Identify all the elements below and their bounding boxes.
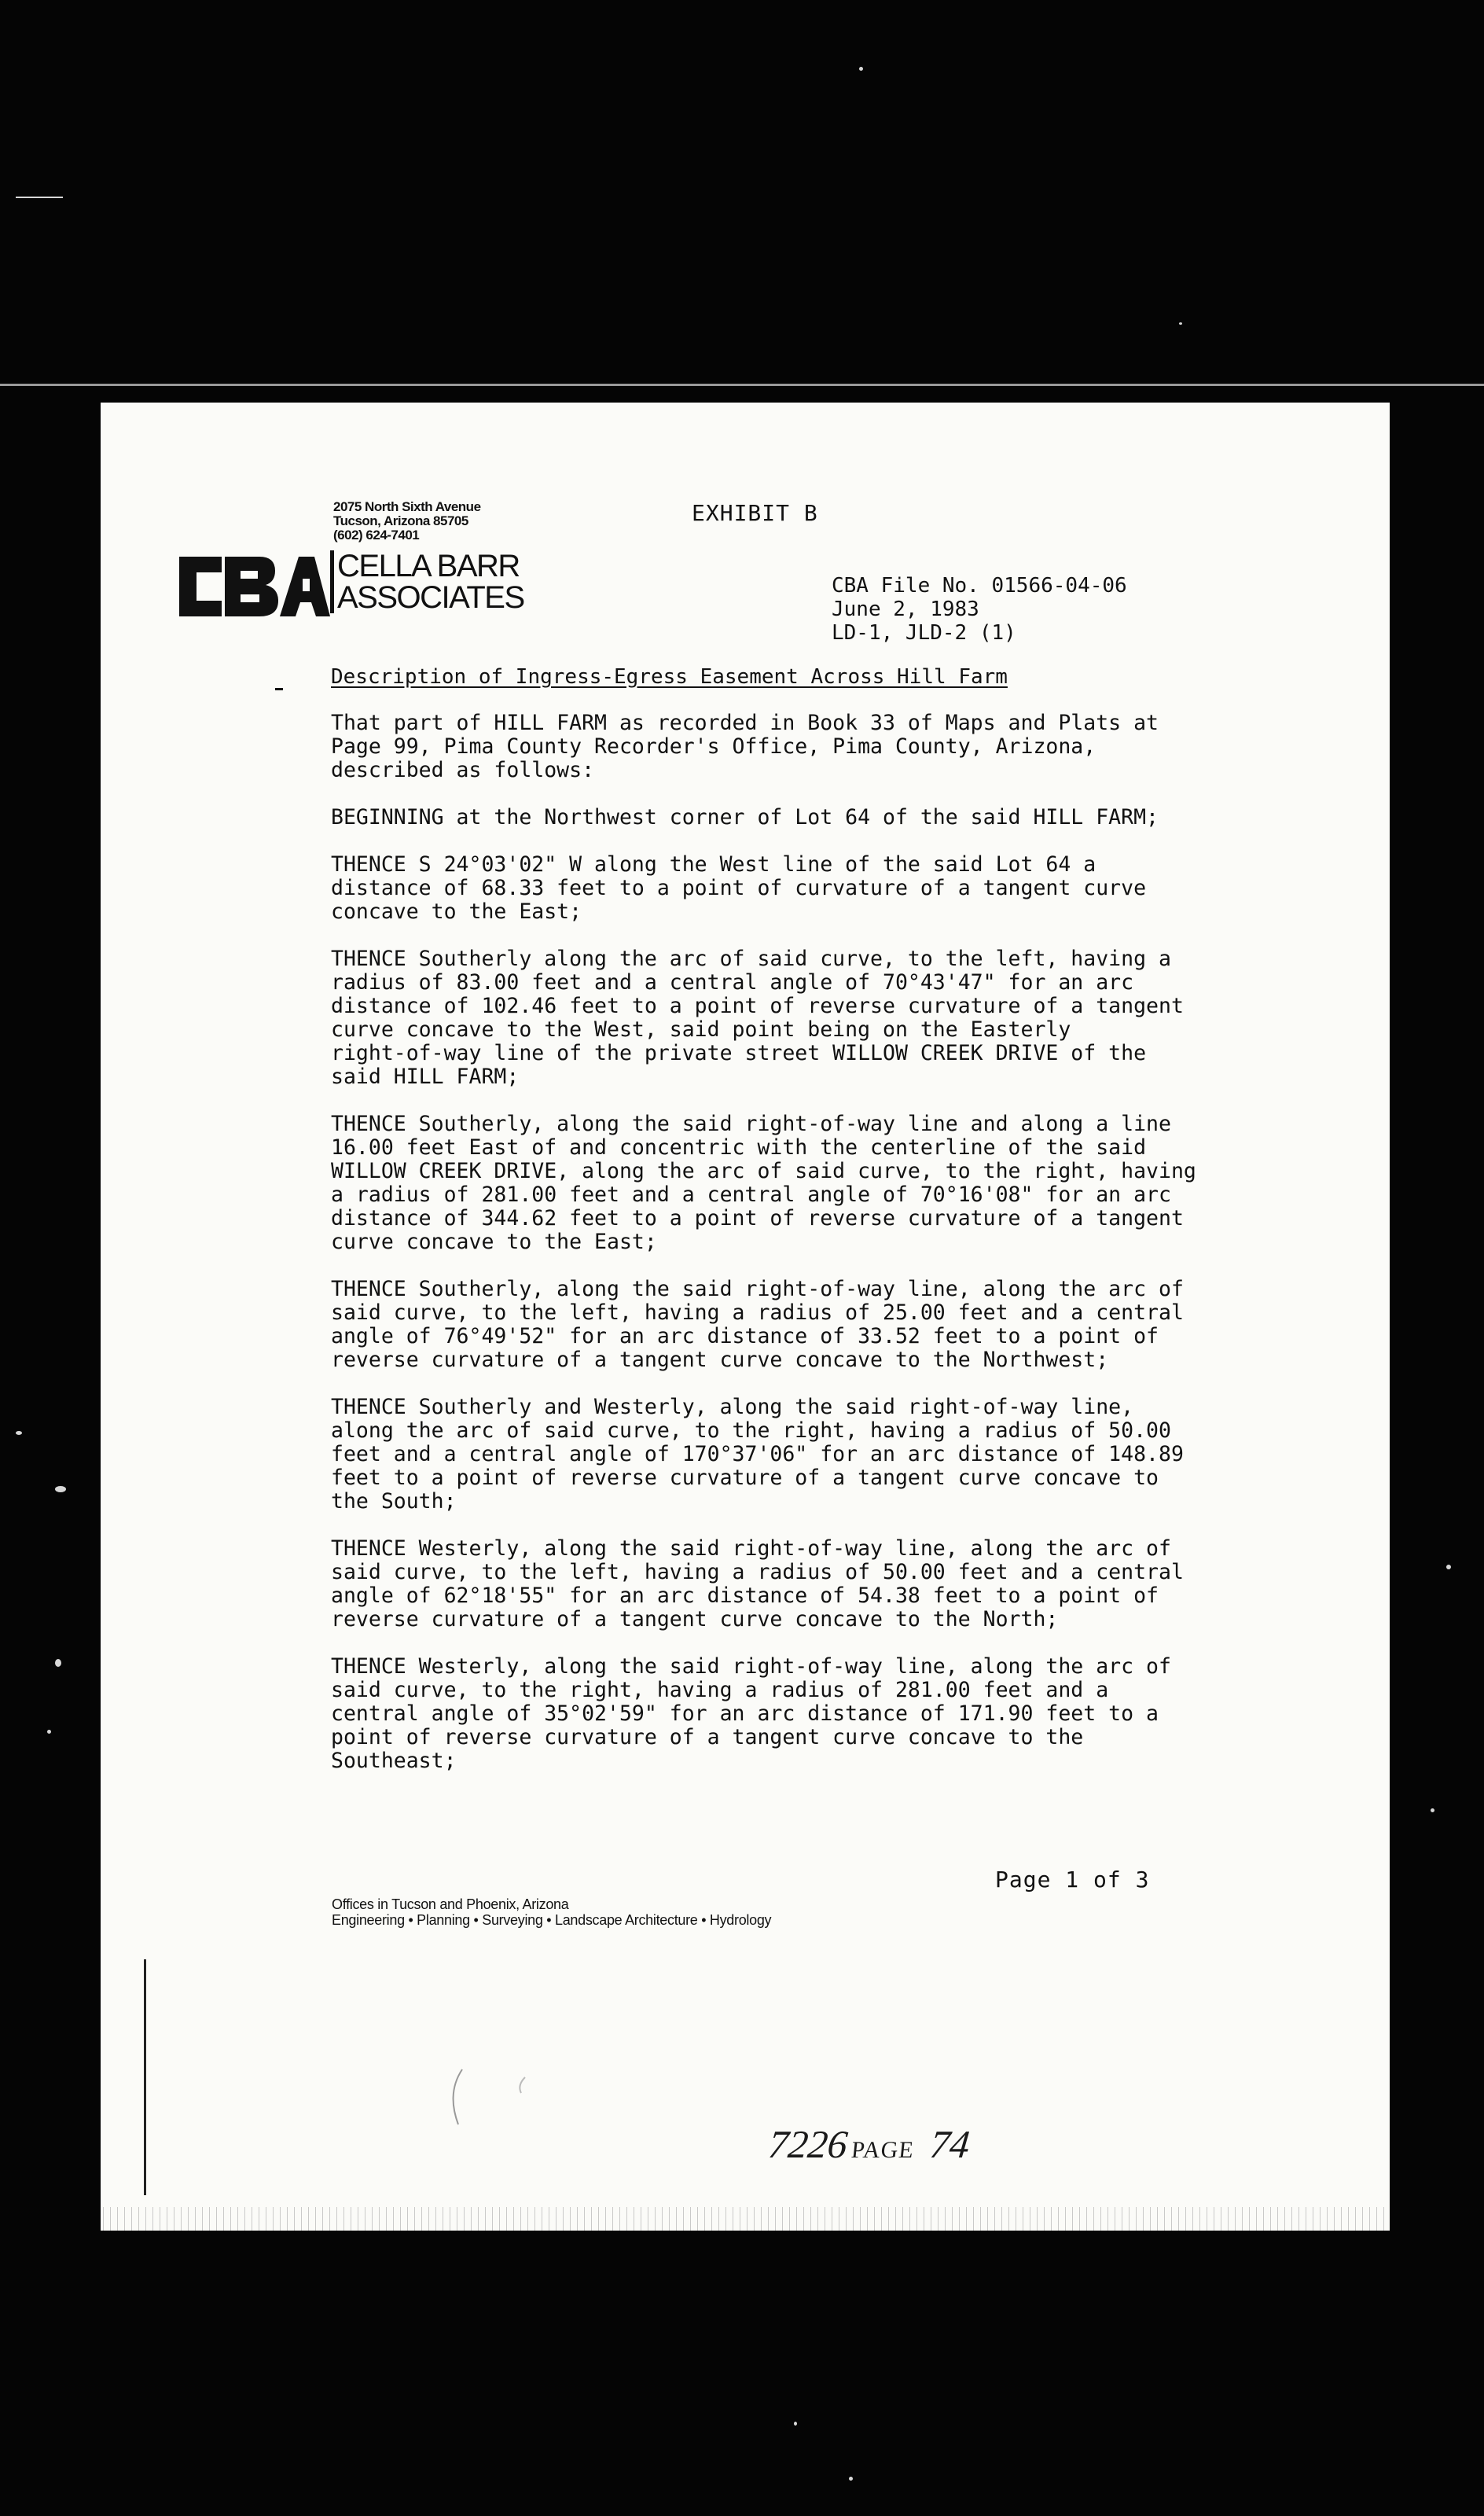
paragraph: That part of HILL FARM as recorded in Book 33 of Maps and Plats at Page 99, Pima County Recorder's Office, Pima County, Arizona, described as follows: xyxy=(331,711,1159,782)
scan-speck xyxy=(55,1659,61,1667)
scan-edge-line xyxy=(0,384,1484,386)
file-reference: LD-1, JLD-2 (1) xyxy=(832,621,1016,645)
scan-speck xyxy=(1446,1565,1451,1569)
scan-speck xyxy=(859,67,863,71)
paragraph: THENCE Southerly and Westerly, along the said right-of-way line, along the arc of said curve, to the right, having a radius of 50.00 feet and a central angle of 170°37'06" for an arc distance of 148.89 feet to a point of reverse curvature of a tangent curve concave to the South; xyxy=(331,1395,1184,1514)
footer-offices: Offices in Tucson and Phoenix, Arizona xyxy=(332,1896,569,1912)
document-title: Description of Ingress-Egress Easement Across Hill Farm xyxy=(331,665,1008,689)
scan-speck xyxy=(55,1486,66,1492)
document-page xyxy=(101,403,1390,2231)
address-city: Tucson, Arizona 85705 xyxy=(333,513,468,528)
document-date: June 2, 1983 xyxy=(832,598,979,621)
paragraph: THENCE S 24°03'02" W along the West line of the said Lot 64 a distance of 68.33 feet to a point of curvature of a tangent curve concave to the East; xyxy=(331,852,1147,924)
margin-dash xyxy=(275,688,283,690)
pen-mark xyxy=(439,2062,533,2132)
address-street: 2075 North Sixth Avenue xyxy=(333,499,481,514)
file-number: CBA File No. 01566-04-06 xyxy=(832,574,1127,598)
footer-services: Engineering • Planning • Surveying • Landscape Architecture • Hydrology xyxy=(332,1912,772,1928)
scan-speck xyxy=(16,197,63,198)
scan-speck xyxy=(16,1431,22,1435)
paragraph: THENCE Westerly, along the said right-of-way line, along the arc of said curve, to the left, having a radius of 50.00 feet and a central angle of 62°18'55" for an arc distance of 54.38 feet to a point of reverse curvature of a tangent curve concave to the North; xyxy=(331,1536,1184,1631)
paragraph: THENCE Southerly, along the said right-of-way line, along the arc of said curve, to the left, having a radius of 25.00 feet and a central angle of 76°49'52" for an arc distance of 33.52 feet to a point of reverse curvature of a tangent curve concave to the Northwest; xyxy=(331,1277,1184,1372)
page-number: Page 1 of 3 xyxy=(995,1867,1150,1893)
footer xyxy=(332,1896,771,1928)
exhibit-label: EXHIBIT B xyxy=(692,500,818,526)
scan-speck xyxy=(794,2422,797,2426)
page-label: PAGE xyxy=(850,2137,916,2163)
book-number: 7226 xyxy=(766,2122,850,2166)
legal-description xyxy=(331,712,1298,1797)
paragraph: THENCE Southerly, along the said right-of-way line and along a line 16.00 feet East of and concentric with the centerline of the said WILLOW CREEK DRIVE, along the arc of said curve, to the right, having a radius of 281.00 feet and a central angle of 70°16'08" for an arc distance of 344.62 feet to a point of reverse curvature of a tangent curve concave to the East; xyxy=(331,1112,1196,1254)
paragraph: THENCE Southerly along the arc of said curve, to the left, having a radius of 83.00 feet and a central angle of 70°43'47" for an arc distance of 102.46 feet to a point of reverse curvature of a tangent curve concave to the West, said point being on the Easterly right-of-way line of the private street WILLOW CREEK DRIVE of the said HILL FARM; xyxy=(331,947,1184,1089)
paragraph: BEGINNING at the Northwest corner of Lot 64 of the said HILL FARM; xyxy=(331,805,1159,829)
file-info xyxy=(832,574,1127,645)
scan-speck xyxy=(849,2477,853,2481)
company-name-line1: CELLA BARR xyxy=(337,549,520,583)
book-page-number: 74 xyxy=(928,2122,972,2166)
scan-speck xyxy=(1179,322,1182,325)
company-name xyxy=(330,550,524,613)
scan-speck xyxy=(47,1730,51,1734)
scan-noise-strip xyxy=(101,2207,1390,2231)
address-phone: (602) 624-7401 xyxy=(333,528,420,543)
company-address xyxy=(333,500,481,543)
book-page-stamp xyxy=(766,2121,972,2167)
company-name-line2: ASSOCIATES xyxy=(337,580,524,615)
scan-speck xyxy=(1431,1808,1434,1812)
paragraph: THENCE Westerly, along the said right-of-way line, along the arc of said curve, to the right, having a radius of 281.00 feet and a central angle of 35°02'59" for an arc distance of 171.90 feet to a point of reverse curvature of a tangent curve concave to the Southeast; xyxy=(331,1654,1171,1773)
margin-rule xyxy=(144,1959,146,2195)
cba-logo xyxy=(173,549,330,624)
